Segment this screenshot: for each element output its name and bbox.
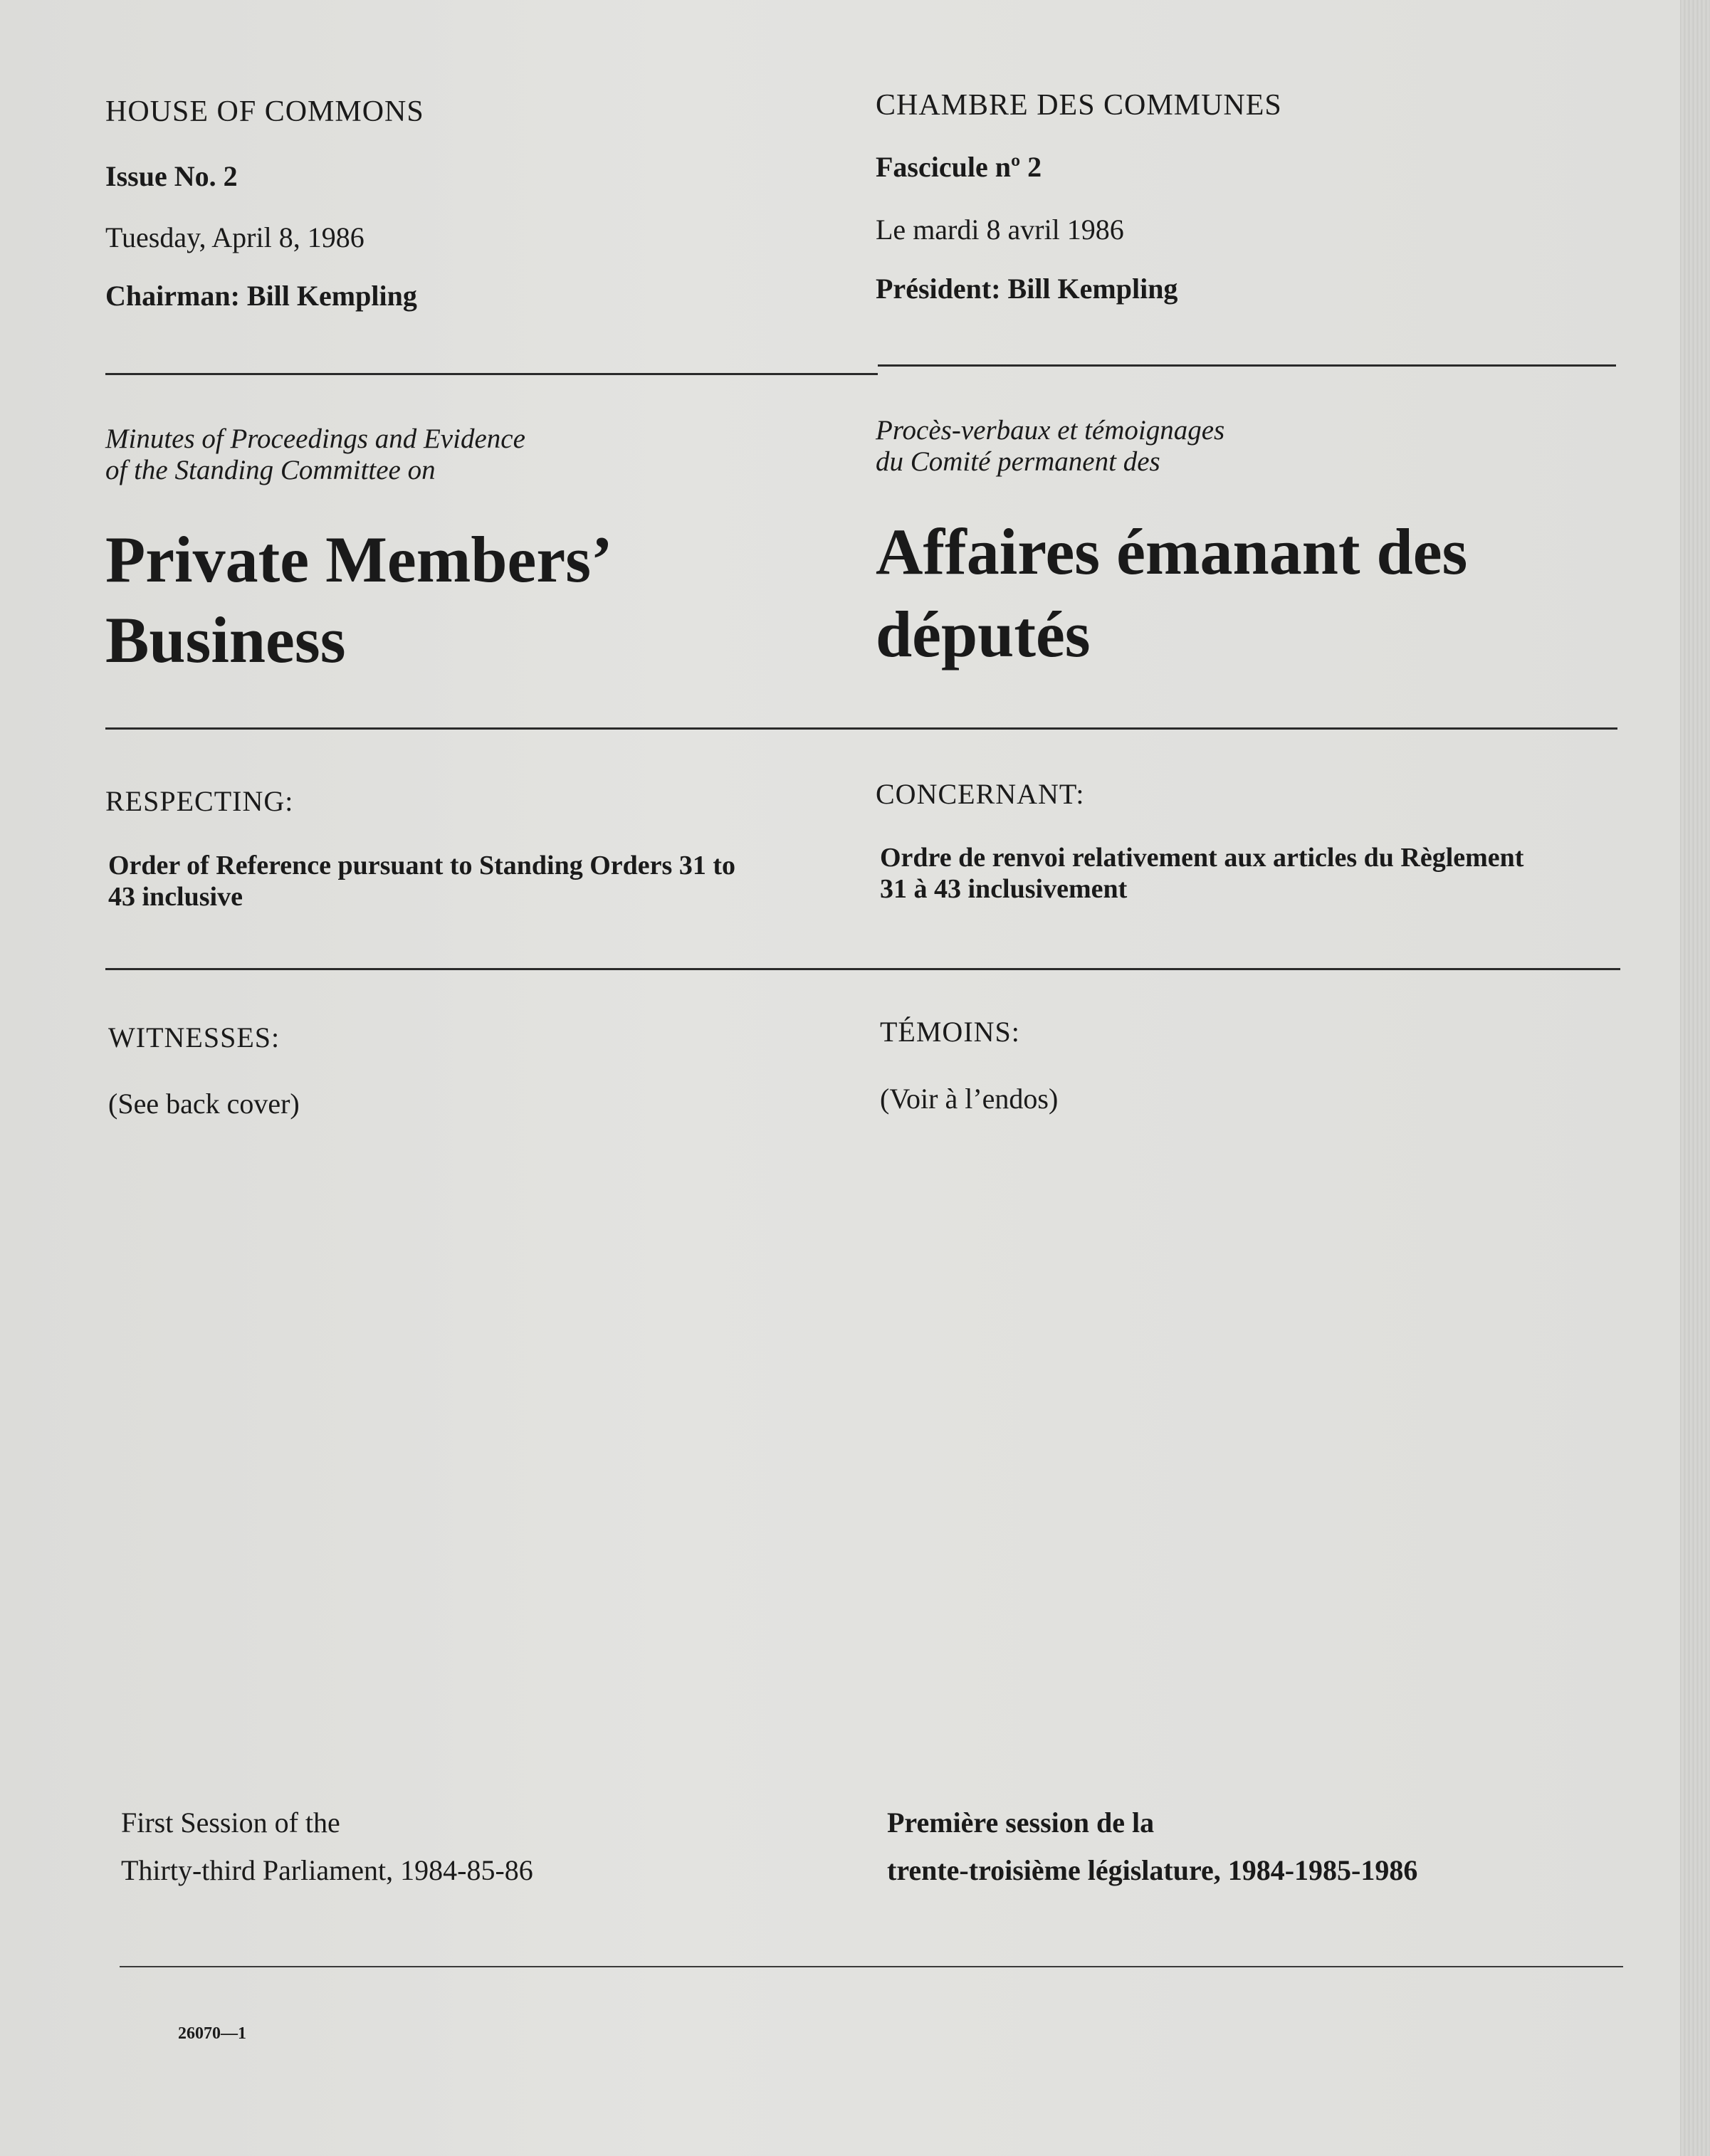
witnesses-text-fr: (Voir à l’endos) [880, 1083, 1059, 1115]
witnesses-heading-fr: TÉMOINS: [880, 1016, 1020, 1048]
respecting-text-en-line2: 43 inclusive [108, 882, 243, 912]
respecting-heading-fr: CONCERNANT: [876, 778, 1085, 810]
committee-title-en-line1: Private Members’ [105, 523, 613, 596]
rule-top-fr [878, 364, 1616, 367]
page-stack-edge [1680, 0, 1710, 2156]
issue-number-fr: Fascicule nº 2 [876, 151, 1042, 183]
issue-number-en: Issue No. 2 [105, 160, 238, 192]
committee-title-en-line2: Business [105, 604, 346, 676]
respecting-text-fr-line2: 31 à 43 inclusivement [880, 874, 1128, 904]
witnesses-heading-en: WITNESSES: [108, 1021, 280, 1053]
rule-middle [105, 727, 1617, 730]
minutes-subtitle-fr-line1: Procès-verbaux et témoignages [876, 415, 1225, 446]
chairman-en: Chairman: Bill Kempling [105, 280, 417, 312]
minutes-subtitle-en-line2: of the Standing Committee on [105, 455, 436, 485]
session-en-line2: Thirty-third Parliament, 1984-85-86 [121, 1854, 533, 1886]
house-heading-en: HOUSE OF COMMONS [105, 95, 424, 128]
committee-title-fr-line1: Affaires émanant des [876, 515, 1468, 588]
session-fr-line2: trente-troisième législature, 1984-1985-1986 [887, 1854, 1418, 1886]
meeting-date-fr: Le mardi 8 avril 1986 [876, 214, 1124, 246]
respecting-text-en-line1: Order of Reference pursuant to Standing Orders 31 to [108, 851, 735, 880]
house-heading-fr: CHAMBRE DES COMMUNES [876, 89, 1282, 122]
rule-top-en [105, 373, 878, 375]
committee-title-fr-line2: députés [876, 598, 1091, 671]
print-code: 26070—1 [178, 2024, 246, 2043]
respecting-text-fr-line1: Ordre de renvoi relativement aux articles du Règlement [880, 843, 1524, 873]
minutes-subtitle-fr-line2: du Comité permanent des [876, 446, 1160, 477]
session-en-line1: First Session of the [121, 1807, 340, 1839]
minutes-subtitle-en-line1: Minutes of Proceedings and Evidence [105, 424, 525, 454]
witnesses-text-en: (See back cover) [108, 1088, 300, 1120]
meeting-date-en: Tuesday, April 8, 1986 [105, 221, 364, 253]
rule-lower [105, 968, 1620, 970]
rule-bottom [120, 1966, 1623, 1967]
session-fr-line1: Première session de la [887, 1807, 1155, 1839]
respecting-heading-en: RESPECTING: [105, 785, 294, 817]
chairman-fr: Président: Bill Kempling [876, 273, 1178, 305]
